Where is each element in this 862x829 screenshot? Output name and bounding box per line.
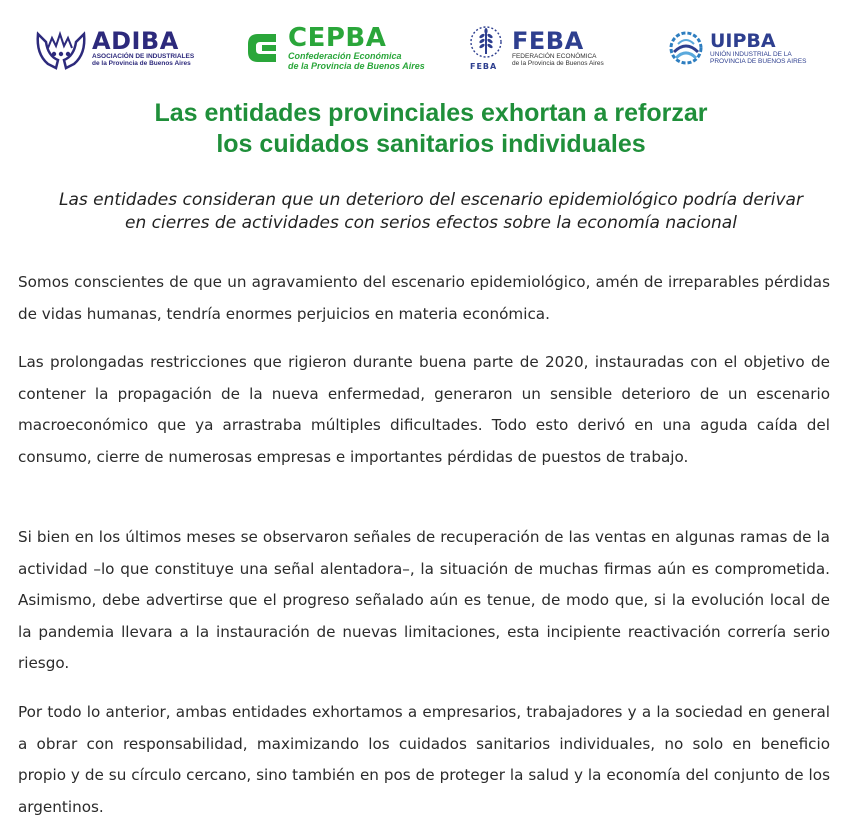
cepba-logo (244, 18, 425, 78)
body-paragraph-1: Somos conscientes de que un agravamiento del escenario epidemiológico, amén de irreparables pérdidas de vidas humanas, tendría enormes perjuicios en materia económica. (18, 273, 830, 323)
feba-sub2: de la Provincia de Buenos Aires (512, 60, 604, 67)
uipba-name: UIPBA (710, 30, 776, 52)
uipba-sub2: PROVINCIA DE BUENOS AIRES (710, 58, 807, 65)
page-title (0, 98, 862, 160)
title-line-1: Las entidades provinciales exhortan a reforzar (154, 99, 708, 127)
adiba-sub1: ASOCIACIÓN DE INDUSTRIALES (92, 53, 195, 60)
cepba-c-icon (244, 28, 282, 68)
feba-mark: FEBA (470, 62, 498, 71)
logo-strip (0, 18, 862, 78)
feba-wheat-icon (466, 22, 506, 66)
feba-emblem (466, 22, 506, 74)
adiba-sub2: de la Provincia de Buenos Aires (92, 60, 191, 67)
uipba-sub1: UNIÓN INDUSTRIAL DE LA (710, 51, 792, 58)
adiba-name: ADIBA (92, 27, 179, 55)
page-subtitle (0, 189, 862, 235)
feba-logo (466, 18, 604, 78)
cepba-sub1: Confederación Económica (288, 51, 402, 61)
title-line-2: los cuidados sanitarios individuales (216, 130, 646, 158)
uipba-globe-icon (666, 28, 706, 68)
cepba-sub2: de la Provincia de Buenos Aires (288, 61, 425, 71)
body-paragraph-4: Por todo lo anterior, ambas entidades exhortamos a empresarios, trabajadores y a la sociedad en general a obrar con responsabilidad, maximizando los cuidados sanitarios individuales, no solo en beneficio propio y de su círculo cercano, sino también en pos de proteger la salud y la economía del conjunto de los argentinos. (18, 703, 830, 816)
adiba-hands-icon (34, 24, 88, 72)
cepba-name: CEPBA (288, 23, 387, 53)
adiba-logo (34, 18, 194, 78)
feba-sub1: FEDERACIÓN ECONÓMICA (512, 53, 597, 60)
feba-name: FEBA (512, 27, 584, 55)
subtitle-line-2: en cierres de actividades con serios efectos sobre la economía nacional (125, 213, 737, 233)
uipba-logo (666, 18, 806, 78)
body-paragraph-2: Las prolongadas restricciones que rigieron durante buena parte de 2020, instauradas con el objetivo de contener la propagación de la nueva enfermedad, generaron un sensible deterioro de un escenario macroeconómico que ya arrastraba múltiples dificultades. Todo esto derivó en una aguda caída del consumo, cierre de numerosas empresas e importantes pérdidas de puestos de trabajo. (18, 353, 830, 466)
body-paragraph-3: Si bien en los últimos meses se observaron señales de recuperación de las ventas en algunas ramas de la actividad –lo que constituye una señal alentadora–, la situación de muchas firmas aún es comprometida. Asimismo, debe advertirse que el progreso señalado aún es tenue, de modo que, si la evolución local de la pandemia llevara a la instauración de nuevas limitaciones, esta incipiente reactivación correría serio riesgo. (18, 528, 830, 672)
subtitle-line-1: Las entidades consideran que un deterioro del escenario epidemiológico podría derivar (59, 190, 803, 210)
